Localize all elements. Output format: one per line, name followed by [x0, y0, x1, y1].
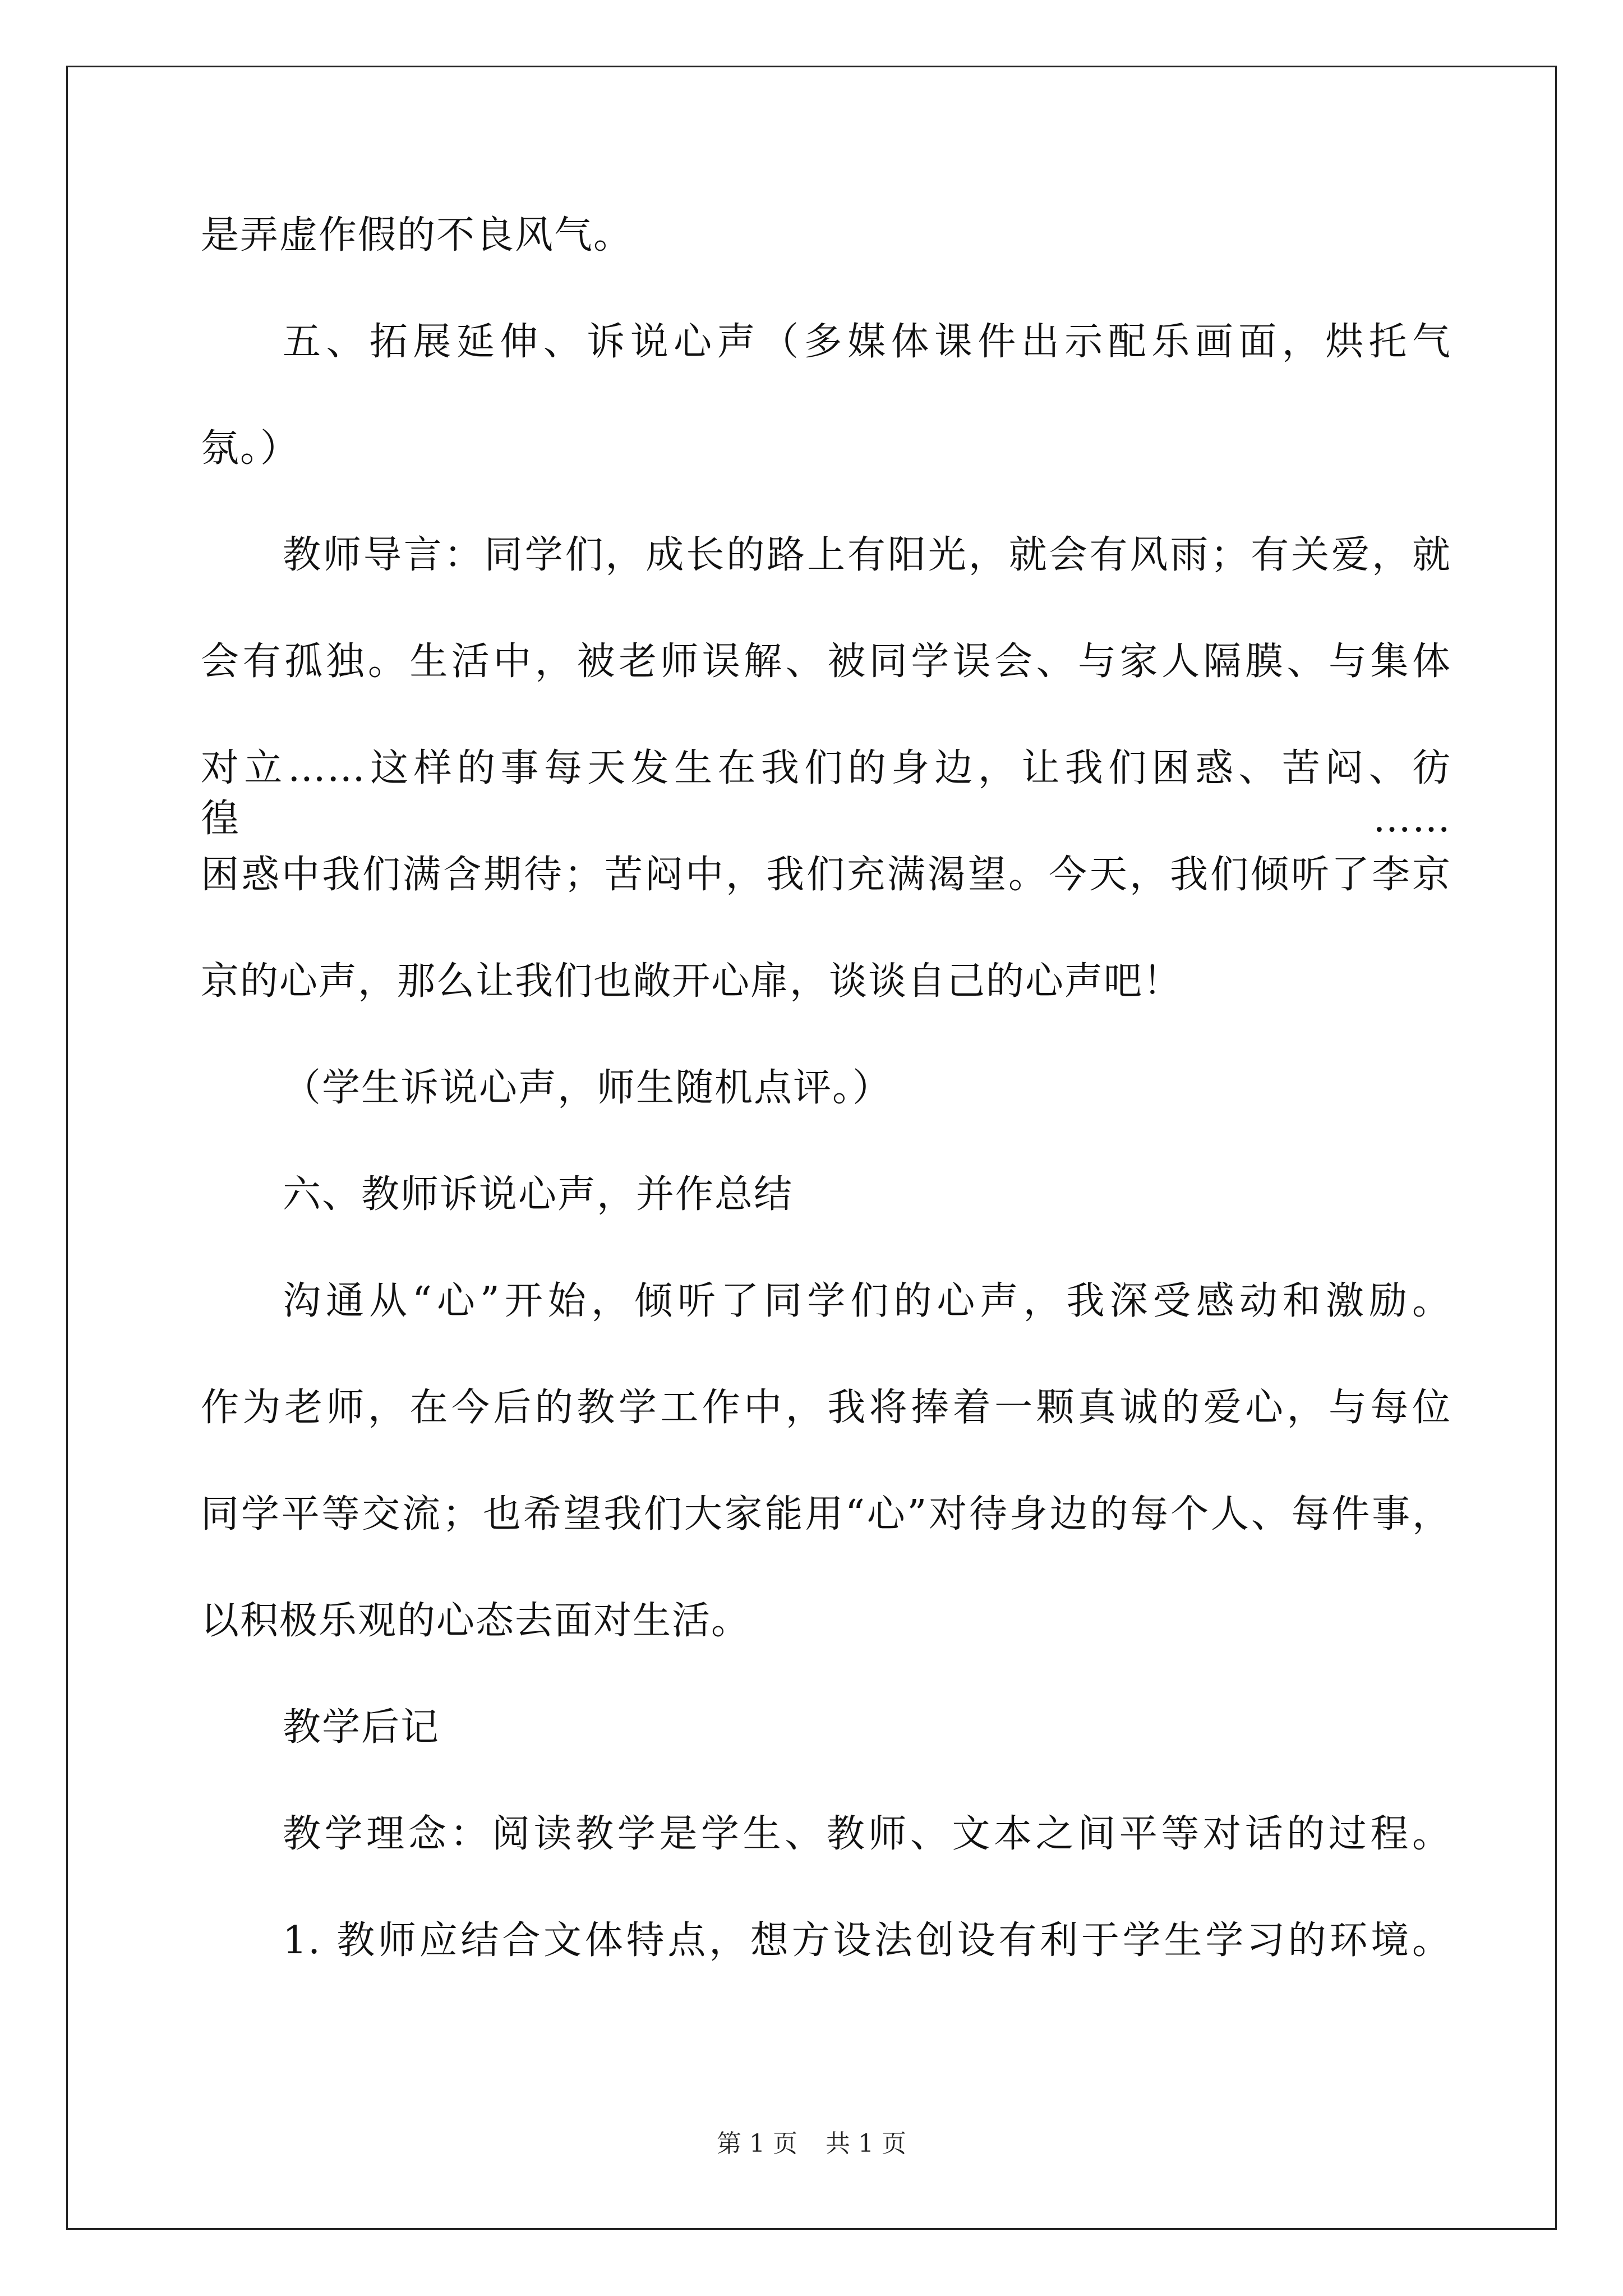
- text-line-16: 教学理念：阅读教学是学生、教师、文本之间平等对话的过程。: [283, 1812, 1451, 1856]
- section-heading-6: 六、教师诉说心声，并作总结: [283, 1172, 794, 1217]
- text-line-4: 教师导言：同学们，成长的路上有阳光，就会有风雨；有关爱，就: [283, 533, 1451, 577]
- text-line-7: 困惑中我们满含期待；苦闷中，我们充满渴望。今天，我们倾听了李京: [201, 853, 1451, 897]
- text-line-3: 氛。）: [201, 426, 300, 471]
- text-line-17: 1. 教师应结合文体特点，想方设法创设有利于学生学习的环境。: [283, 1918, 1451, 1963]
- text-line-13: 同学平等交流；也希望我们大家能用“心”对待身边的每个人、每件事，: [201, 1492, 1451, 1536]
- section-heading-postscript: 教学后记: [283, 1705, 440, 1750]
- page-footer: [0, 2127, 1623, 2161]
- page-number-current: 第 1 页: [717, 2129, 797, 2158]
- text-line-5: 会有孤独。生活中，被老师误解、被同学误会、与家人隔膜、与集体: [201, 639, 1451, 684]
- text-line-2: 五、拓展延伸、诉说心声（多媒体课件出示配乐画面，烘托气: [283, 320, 1451, 364]
- page-number-total: 共 1 页: [826, 2129, 906, 2158]
- text-line-9: （学生诉说心声，师生随机点评。）: [283, 1066, 892, 1110]
- page-frame: [66, 66, 1557, 2230]
- text-line-6: 对立……这样的事每天发生在我们的身边，让我们困惑、苦闷、彷徨……: [201, 746, 1451, 841]
- text-line-1: 是弄虚作假的不良风气。: [201, 213, 633, 257]
- text-line-8: 京的心声，那么让我们也敞开心扉，谈谈自己的心声吧！: [201, 959, 1183, 1004]
- text-line-12: 作为老师，在今后的教学工作中，我将捧着一颗真诚的爱心，与每位: [201, 1386, 1451, 1430]
- text-line-11: 沟通从“心”开始，倾听了同学们的心声，我深受感动和激励。: [283, 1279, 1451, 1323]
- text-line-14: 以积极乐观的心态去面对生活。: [201, 1599, 751, 1643]
